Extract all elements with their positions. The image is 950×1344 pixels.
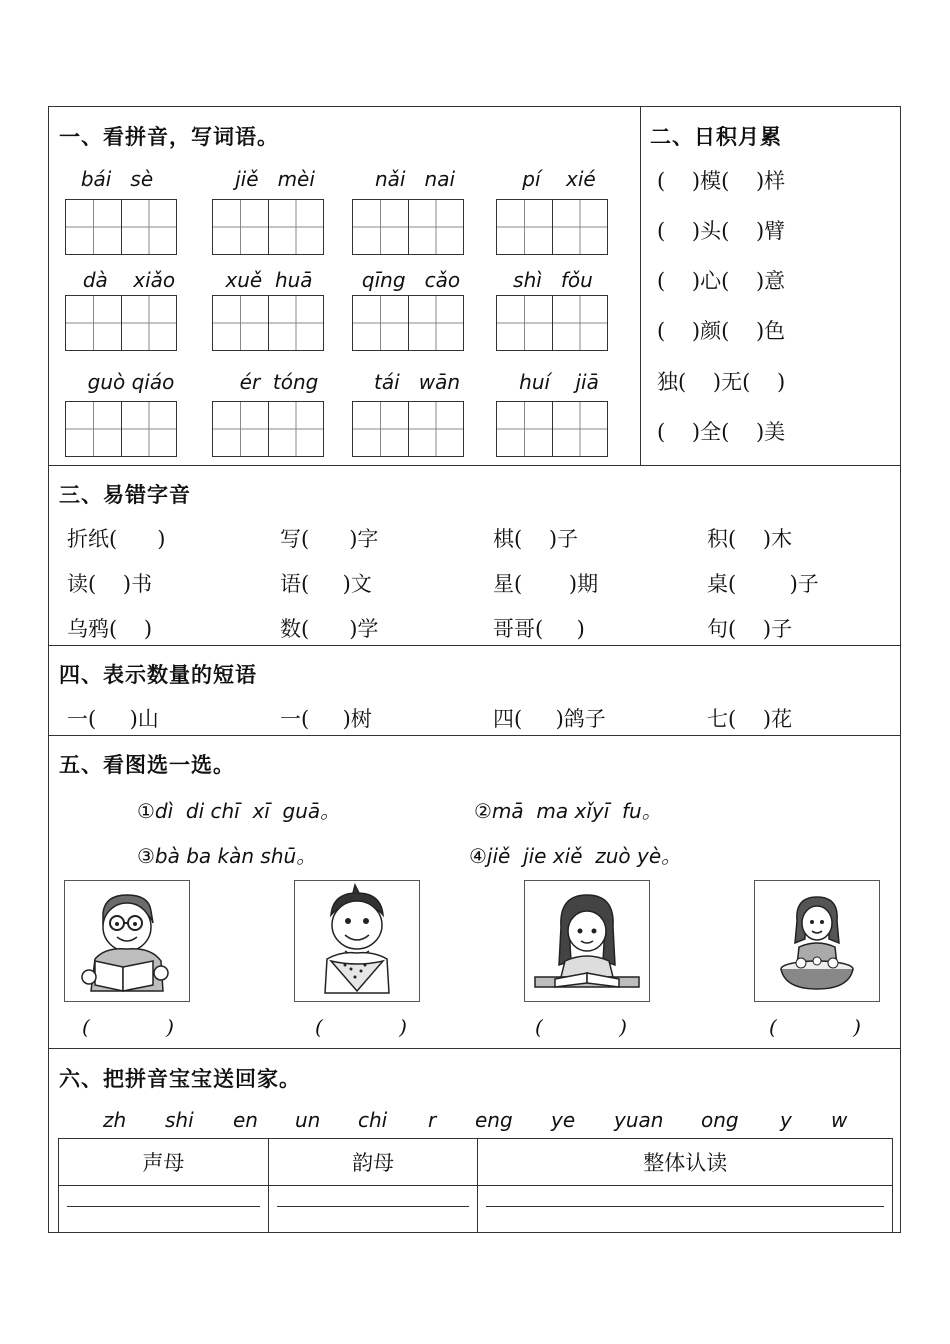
section-2-title: 二、日积月累 <box>650 124 782 149</box>
idiom-blank[interactable]: ( )模( )样 <box>657 169 786 193</box>
worksheet <box>48 106 901 1233</box>
answer-line[interactable] <box>277 1186 470 1207</box>
sorting-table <box>58 1138 893 1233</box>
writing-grid[interactable] <box>212 401 324 457</box>
option-1: ①dì di chī xī guā。 <box>137 799 341 823</box>
pinyin-label: guò qiáo <box>87 370 175 394</box>
pronunciation-item[interactable]: 语( )文 <box>280 572 372 596</box>
picture-answer-blank[interactable]: ( ) <box>82 1015 174 1039</box>
option-2: ②mā ma xǐyī fu。 <box>474 799 662 823</box>
pinyin-label: tái wān <box>373 370 460 394</box>
writing-grid[interactable] <box>496 199 608 255</box>
picture-answer-blank[interactable]: ( ) <box>315 1015 407 1039</box>
answer-cell[interactable] <box>59 1186 269 1233</box>
section-divider <box>49 735 900 736</box>
picture-answer-blank[interactable]: ( ) <box>535 1015 627 1039</box>
pronunciation-item[interactable]: 读( )书 <box>67 572 153 596</box>
writing-grid[interactable] <box>212 295 324 351</box>
section-3-title: 三、易错字音 <box>59 482 191 507</box>
idiom-blank[interactable]: ( )头( )臂 <box>657 219 786 243</box>
syllable: ong <box>701 1108 739 1132</box>
idiom-blank[interactable]: ( )颜( )色 <box>657 319 786 343</box>
picture-girl-homework <box>524 880 650 1002</box>
idiom-blank[interactable]: ( )心( )意 <box>657 269 786 293</box>
pronunciation-item[interactable]: 哥哥( ) <box>493 617 585 641</box>
option-3: ③bà ba kàn shū。 <box>137 844 317 868</box>
syllable: y <box>780 1108 792 1132</box>
pronunciation-item[interactable]: 积( )木 <box>707 527 793 551</box>
pinyin-label: huí jiā <box>519 370 599 394</box>
syllable: zh <box>103 1108 127 1132</box>
section-divider <box>49 1048 900 1049</box>
syllable: un <box>295 1108 321 1132</box>
girl-washing-illustration <box>755 881 879 1001</box>
picture-boy-watermelon <box>294 880 420 1002</box>
pinyin-label: bái sè <box>80 167 154 191</box>
option-4: ④jiě jie xiě zuò yè。 <box>469 844 682 868</box>
writing-grid[interactable] <box>212 199 324 255</box>
pronunciation-item[interactable]: 折纸( ) <box>67 527 166 551</box>
syllable: w <box>831 1108 848 1132</box>
section-1-title: 一、看拼音，写词语。 <box>59 124 279 149</box>
pronunciation-item[interactable]: 星( )期 <box>493 572 599 596</box>
syllable: shi <box>165 1108 194 1132</box>
section-divider <box>49 645 900 646</box>
table-answer-row <box>59 1186 893 1233</box>
answer-line[interactable] <box>486 1186 884 1207</box>
section-4-title: 四、表示数量的短语 <box>59 662 257 687</box>
pinyin-label: ér tóng <box>239 370 319 394</box>
syllable: ye <box>551 1108 576 1132</box>
pronunciation-item[interactable]: 数( )学 <box>280 617 379 641</box>
syllable: eng <box>475 1108 513 1132</box>
measure-word-item[interactable]: 七( )花 <box>707 707 793 731</box>
pronunciation-item[interactable]: 句( )子 <box>707 617 793 641</box>
boy-watermelon-illustration <box>295 881 419 1001</box>
header-initials: 声母 <box>59 1139 269 1186</box>
measure-word-item[interactable]: 一( )树 <box>280 707 372 731</box>
syllable: en <box>233 1108 258 1132</box>
idiom-blank[interactable]: ( )全( )美 <box>657 420 786 444</box>
answer-cell[interactable] <box>478 1186 893 1233</box>
table-header-row <box>59 1139 893 1186</box>
picture-girl-washing <box>754 880 880 1002</box>
syllable: yuan <box>614 1108 664 1132</box>
pinyin-label: nǎi nai <box>374 167 456 191</box>
syllable: r <box>428 1108 437 1132</box>
pinyin-label: qīng cǎo <box>361 268 461 292</box>
pronunciation-item[interactable]: 桌( )子 <box>707 572 819 596</box>
pronunciation-item[interactable]: 棋( )子 <box>493 527 579 551</box>
measure-word-item[interactable]: 一( )山 <box>67 707 159 731</box>
answer-cell[interactable] <box>268 1186 478 1233</box>
pinyin-label: jiě mèi <box>235 167 315 191</box>
section-divider <box>49 465 900 466</box>
writing-grid[interactable] <box>65 401 177 457</box>
picture-boy-reading <box>64 880 190 1002</box>
pinyin-label: pí xié <box>522 167 596 191</box>
syllable: chi <box>358 1108 388 1132</box>
pinyin-label: shì fǒu <box>513 268 593 292</box>
section-6-title: 六、把拼音宝宝送回家。 <box>59 1066 301 1091</box>
pinyin-label: xuě huā <box>225 268 313 292</box>
girl-homework-illustration <box>525 881 649 1001</box>
boy-reading-illustration <box>65 881 189 1001</box>
writing-grid[interactable] <box>352 295 464 351</box>
header-whole-syllables: 整体认读 <box>478 1139 893 1186</box>
writing-grid[interactable] <box>496 295 608 351</box>
measure-word-item[interactable]: 四( )鸽子 <box>493 707 606 731</box>
writing-grid[interactable] <box>65 199 177 255</box>
section-divider-vertical <box>640 107 641 465</box>
section-5-title: 五、看图选一选。 <box>59 752 235 777</box>
pronunciation-item[interactable]: 乌鸦( ) <box>67 617 153 641</box>
pronunciation-item[interactable]: 写( )字 <box>280 527 379 551</box>
pinyin-label: dà xiǎo <box>82 268 176 292</box>
idiom-blank[interactable]: 独( )无( ) <box>657 370 786 394</box>
writing-grid[interactable] <box>496 401 608 457</box>
answer-line[interactable] <box>67 1186 260 1207</box>
writing-grid[interactable] <box>352 199 464 255</box>
writing-grid[interactable] <box>65 295 177 351</box>
writing-grid[interactable] <box>352 401 464 457</box>
picture-answer-blank[interactable]: ( ) <box>769 1015 861 1039</box>
header-finals: 韵母 <box>268 1139 478 1186</box>
